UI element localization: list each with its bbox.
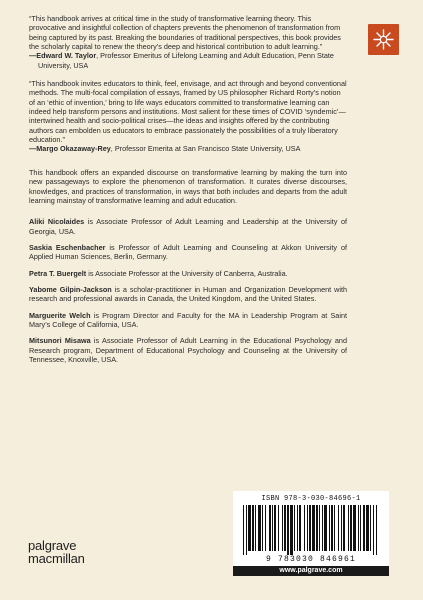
endorsement-quote: “This handbook arrives at critical time in the study of transformative learning theory. This provocative and insightful collection of chapters prevents the phenomenon of transformation from being captured by its past. Breaking the boundaries of traditional perspectives, this book provides the scholarly capital to renew the theory’s deep and historical contribution to adult learning.” bbox=[29, 14, 341, 52]
editor-bio bbox=[29, 269, 347, 278]
editor-name: Mitsunori Misawa bbox=[29, 336, 91, 346]
endorsement-2 bbox=[29, 79, 347, 154]
editor-bios bbox=[29, 217, 347, 364]
back-cover-text bbox=[29, 14, 347, 371]
endorsement-quote: “This handbook invites educators to think, feel, envisage, and act through and beyond conventional methods. The multi-focal compilation of essays, framed by US philosopher Richard Rorty’s notion of an ‘ethic of invention,’ bring to life ways educators committed to transformative learning can indeed help transform persons and institutions. Most salient for these times of COVID ‘syndemic’—intertwined health and socio-political crises—the ideas and insights offered by the contributing authors can embolden us educators to embrace passionately the possibilities of a truly liberatory education.” bbox=[29, 79, 347, 145]
editor-name: Saskia Eschenbacher bbox=[29, 242, 106, 252]
editor-bio-text: is Professor of Adult Learning and Counseling at Akkon University of Applied Human Sciences, Berlin, Germany. bbox=[29, 242, 347, 262]
book-description: This handbook offers an expanded discourse on transformative learning by making the turn into new passageways to explore the phenomenon of transformation. It curates diverse discourses, knowledges, and practices of transformation, in ways that both includes and departs from the adult learning mainstay of transformative learning and adult education. bbox=[29, 167, 347, 205]
editor-bio-text: is Associate Professor of Adult Learning and Leadership at the University of Georgia, USA. bbox=[29, 217, 348, 236]
publisher-url: www.palgrave.com bbox=[233, 566, 389, 576]
editor-bio-text: is Associate Professor of Adult Learning in the Educational Psychology and Research program, Department of Educational Psychology and Counseling at the University of Tennessee, Knoxville, USA. bbox=[29, 336, 347, 364]
barcode-icon bbox=[241, 505, 381, 555]
editor-bio bbox=[29, 243, 347, 262]
editor-name: Aliki Nicolaides bbox=[29, 217, 85, 227]
endorsement-attribution bbox=[29, 144, 347, 153]
editor-bio-text: is Program Director and Faculty for the MA in Leadership Program at Saint Mary’s College of California, USA. bbox=[29, 310, 347, 329]
editor-bio bbox=[29, 285, 347, 304]
publisher-logo bbox=[368, 24, 399, 55]
palgrave-star-icon bbox=[368, 24, 399, 55]
editor-name: Marguerite Welch bbox=[29, 310, 91, 320]
isbn-label: ISBN 978-3-030-84696-1 bbox=[261, 495, 361, 503]
endorser-title: , Professor Emerita at San Francisco State University, USA bbox=[110, 144, 301, 154]
publisher-name-line1: palgrave bbox=[28, 538, 77, 553]
editor-bio bbox=[29, 311, 347, 330]
endorsement-1 bbox=[29, 14, 347, 70]
barcode-digits: 9 783030 846961 bbox=[265, 555, 356, 564]
endorser-name: —Edward W. Taylor bbox=[29, 51, 97, 61]
endorser-name: —Margo Okazaway-Rey bbox=[29, 144, 111, 154]
editor-name: Petra T. Buergelt bbox=[29, 268, 87, 278]
endorser-title: , Professor Emeritus of Lifelong Learning and Adult Education, Penn State University, USA bbox=[38, 51, 334, 70]
editor-bio bbox=[29, 336, 347, 364]
barcode-block bbox=[233, 491, 389, 566]
editor-name: Yabome Gilpin-Jackson bbox=[29, 284, 112, 294]
editor-bio-text: is a scholar-practitioner in Human and Organization Development with research and professional awards in Canada, the United Kingdom, and the United States. bbox=[29, 284, 348, 304]
publisher-name-line2: macmillan bbox=[28, 551, 85, 566]
editor-bio bbox=[29, 217, 347, 236]
editor-bio-text: is Associate Professor at the University of Canberra, Australia. bbox=[86, 268, 288, 278]
endorsement-attribution bbox=[29, 51, 347, 70]
